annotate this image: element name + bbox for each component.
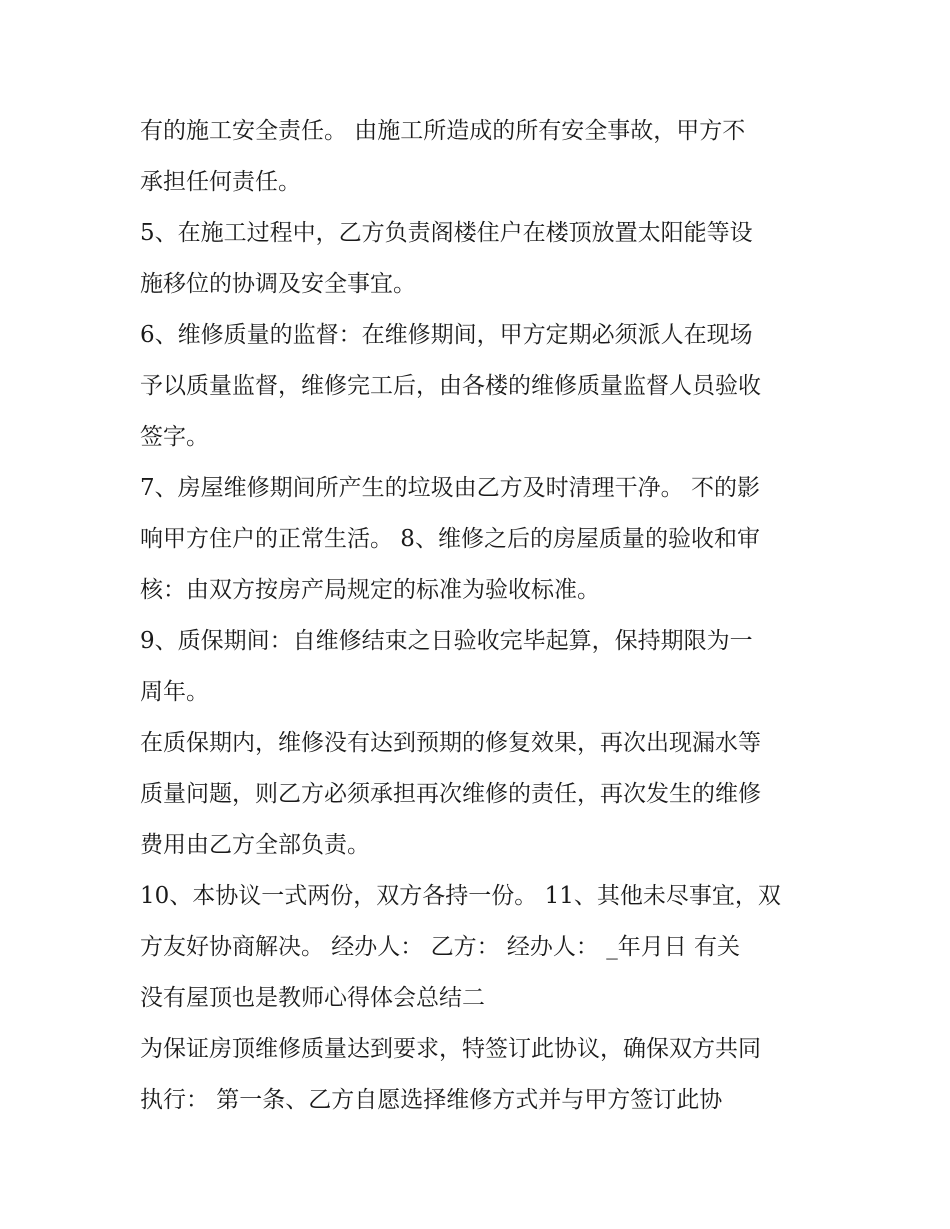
section-heading: 没有屋顶也是教师心得体会总结二 (140, 985, 485, 1011)
document-body (140, 106, 820, 1126)
text-line: 施移位的协调及安全事宜。 (140, 271, 416, 297)
text-line: 质量问题，则乙方必须承担再次维修的责任，再次发生的维修 (140, 781, 761, 807)
text-line: 执行： 第一条、乙方自愿选择维修方式并与甲方签订此协 (140, 1087, 723, 1113)
text-line: 费用由乙方全部负责。 (140, 832, 370, 858)
text-line: 为保证房顶维修质量达到要求，特签订此协议，确保双方共同 (140, 1036, 761, 1062)
text-line: 响甲方住户的正常生活。 8、维修之后的房屋质量的验收和审 (140, 526, 760, 552)
text-line: 5、在施工过程中，乙方负责阁楼住户在楼顶放置太阳能等设 (140, 220, 753, 246)
text-line: 方友好协商解决。 经办人： 乙方： 经办人： _年月日 有关 (140, 934, 741, 960)
text-line: 有的施工安全责任。 由施工所造成的所有安全事故，甲方不 (140, 118, 746, 144)
text-line: 签字。 (140, 424, 209, 450)
text-line: 承担任何责任。 (140, 169, 301, 195)
text-line: 10、本协议一式两份，双方各持一份。 11、其他未尽事宜，双 (140, 883, 781, 909)
text-line: 9、质保期间：自维修结束之日验收完毕起算，保持期限为一 (140, 628, 753, 654)
text-line: 6、维修质量的监督：在维修期间，甲方定期必须派人在现场 (140, 322, 753, 348)
text-line: 核：由双方按房产局规定的标准为验收标准。 (140, 577, 600, 603)
text-line: 予以质量监督，维修完工后，由各楼的维修质量监督人员验收 (140, 373, 761, 399)
text-line: 在质保期内，维修没有达到预期的修复效果，再次出现漏水等 (140, 730, 761, 756)
text-line: 周年。 (140, 679, 209, 705)
text-line: 7、房屋维修期间所产生的垃圾由乙方及时清理干净。 不的影 (140, 475, 760, 501)
